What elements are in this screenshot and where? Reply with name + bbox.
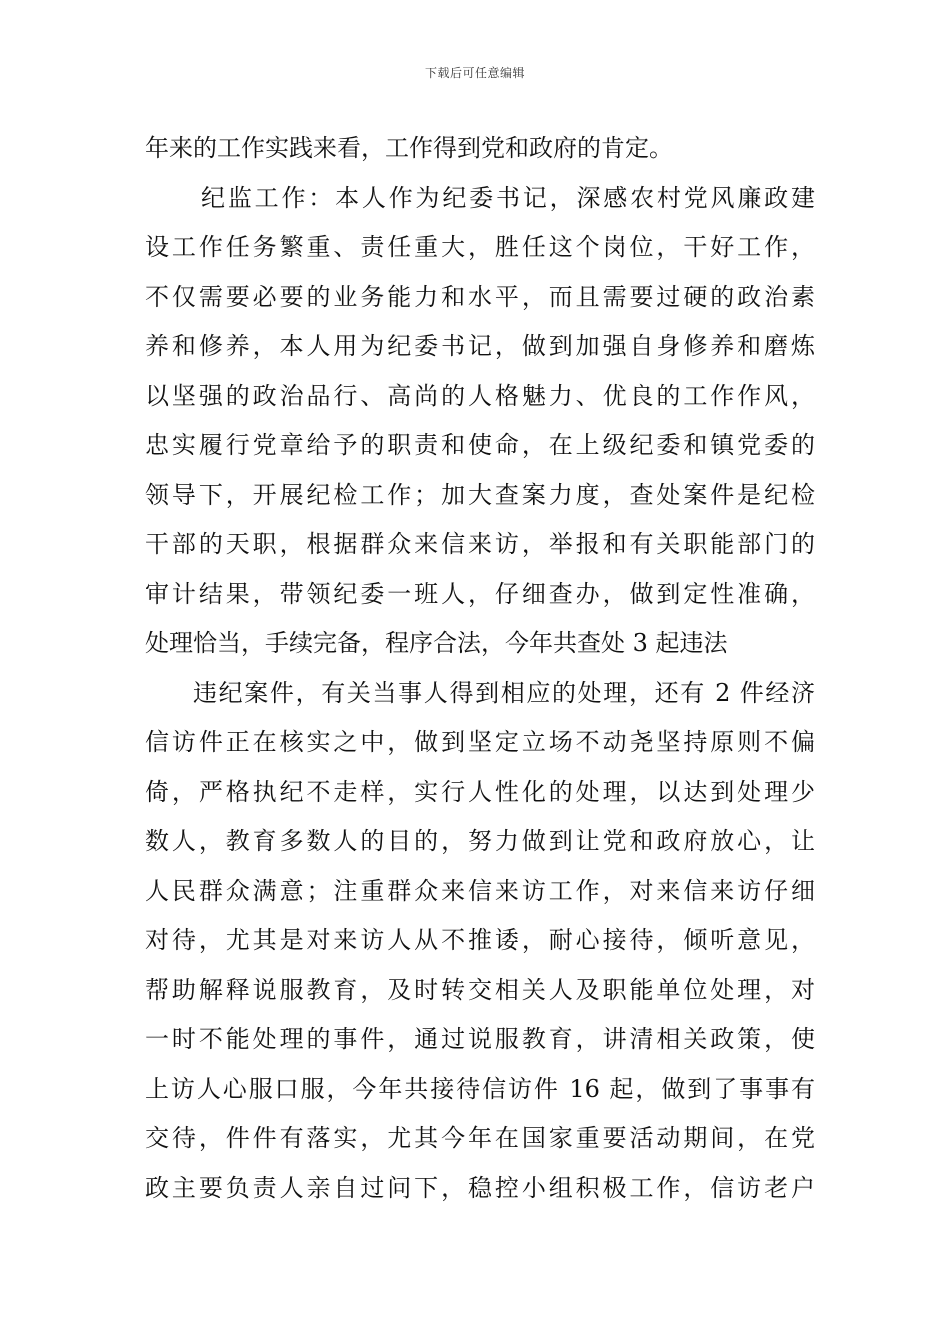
text-line: 对待，尤其是对来访人从不推诿，耐心接待，倾听意见， (145, 926, 815, 954)
text-line: 干部的天职，根据群众来信来访，举报和有关职能部门的 (145, 530, 815, 558)
text-line: 人民群众满意；注重群众来信来访工作，对来信来访仔细 (145, 876, 815, 905)
text-line: 忠实履行党章给予的职责和使命，在上级纪委和镇党委的 (145, 431, 815, 459)
text-line: 违纪案件，有关当事人得到相应的处理，还有 2 件经济 (193, 678, 815, 707)
text-line: 上访人心服口服，今年共接待信访件 16 起，做到了事事有 (145, 1074, 815, 1103)
text-line: 年来的工作实践来看，工作得到党和政府的肯定。 (145, 134, 673, 162)
text-line: 以坚强的政治品行、高尚的人格魅力、优良的工作作风， (145, 381, 815, 410)
page-header: 下载后可任意编辑 (424, 66, 525, 80)
text-line: 领导下，开展纪检工作；加大查案力度，查处案件是纪检 (145, 480, 815, 509)
text-line: 信访件正在核实之中，做到坚定立场不动尧坚持原则不偏 (145, 728, 815, 756)
text-line: 纪监工作：本人作为纪委书记，深感农村党风廉政建 (201, 183, 815, 212)
text-line: 审计结果，带领纪委一班人，仔细查办，做到定性准确， (145, 579, 815, 608)
text-line: 不仅需要必要的业务能力和水平，而且需要过硬的政治素 (145, 282, 815, 311)
text-line: 数人，教育多数人的目的，努力做到让党和政府放心，让 (145, 827, 815, 855)
text-line: 帮助解释说服教育，及时转交相关人及职能单位处理，对 (145, 975, 815, 1004)
text-line: 倚，严格执纪不走样，实行人性化的处理，以达到处理少 (145, 777, 815, 806)
text-line: 设工作任务繁重、责任重大，胜任这个岗位，干好工作， (145, 233, 815, 261)
text-line: 交待，件件有落实，尤其今年在国家重要活动期间，在党 (145, 1124, 815, 1152)
text-line: 一时不能处理的事件，通过说服教育，讲清相关政策，使 (145, 1025, 815, 1053)
text-line: 养和修养，本人用为纪委书记，做到加强自身修养和磨炼 (145, 332, 815, 360)
text-line: 处理恰当，手续完备，程序合法，今年共查处 3 起违法 (145, 629, 728, 657)
document-body (145, 124, 815, 1213)
text-line: 政主要负责人亲自过问下，稳控小组积极工作，信访老户 (145, 1173, 815, 1202)
